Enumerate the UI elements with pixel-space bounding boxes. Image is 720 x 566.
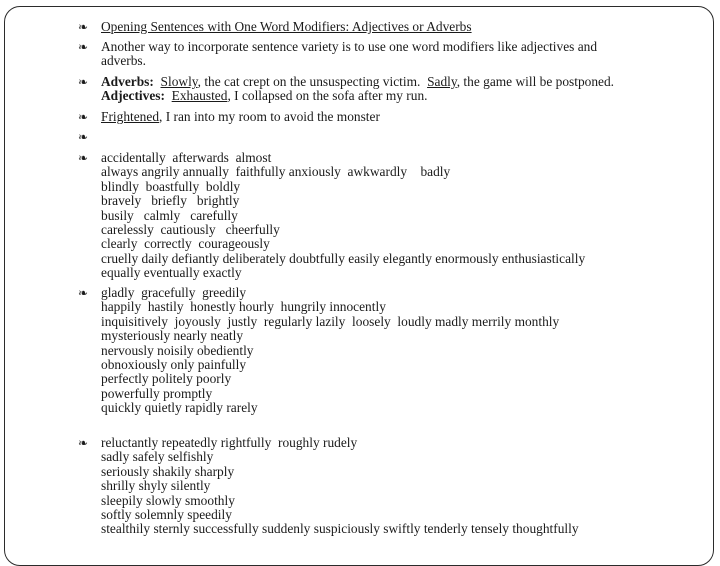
bullet-marker-icon: ❧ xyxy=(78,286,89,300)
bullet-marker-icon: ❧ xyxy=(78,151,89,165)
adverb-list-3 xyxy=(101,436,579,537)
adverbs-line xyxy=(101,75,614,89)
adverb-line: shrilly shyly silently xyxy=(101,478,211,494)
adverb-line: carelessly cautiously cheerfully xyxy=(101,222,280,238)
intro-text xyxy=(101,40,597,69)
intro-line-1: Another way to incorporate sentence variety is to use one word modifiers like adjectives and xyxy=(101,39,598,54)
frightened-text xyxy=(101,110,380,124)
adverb-line: stealthily sternly successfully suddenly suspiciously swiftly tenderly tensely thoughtfully xyxy=(101,521,579,537)
adverb-line: perfectly politely poorly xyxy=(101,371,232,387)
bullet-marker-icon: ❧ xyxy=(78,75,89,89)
adverb-line: inquisitively joyously justly regularly lazily loosely loudly madly merrily monthly xyxy=(101,313,560,329)
example-rest-1: , the cat crept on the unsuspecting victim. xyxy=(197,74,428,89)
title-text: Opening Sentences with One Word Modifiers: Adjectives or Adverbs xyxy=(101,19,472,34)
example-word-frightened: Frightened xyxy=(101,109,160,124)
example-rest-2: , the game will be postponed. xyxy=(456,74,615,89)
adverb-line: quickly quietly rapidly rarely xyxy=(101,400,258,416)
adverb-line: sadly safely selfishly xyxy=(101,449,214,465)
example-word-exhausted: Exhausted xyxy=(171,88,228,104)
bullet-marker-icon: ❧ xyxy=(78,20,89,34)
adverb-list-2 xyxy=(101,286,559,416)
adverb-line: reluctantly repeatedly rightfully roughly rudely xyxy=(101,435,358,450)
examples-text xyxy=(101,75,614,104)
intro-line-2: adverbs. xyxy=(101,53,146,69)
bullet-marker-icon: ❧ xyxy=(78,436,89,450)
adverb-line: bravely briefly brightly xyxy=(101,193,240,209)
bullet-marker-icon: ❧ xyxy=(78,40,89,54)
adverb-line: gladly gracefully greedily xyxy=(101,285,247,300)
adjectives-line xyxy=(101,89,614,103)
adverb-list-1 xyxy=(101,151,585,281)
adverb-line: mysteriously nearly neatly xyxy=(101,328,244,344)
adverb-line: sleepily slowly smoothly xyxy=(101,492,235,508)
adverb-line: cruelly daily defiantly deliberately doubtfully easily elegantly enormously enthusiastically xyxy=(101,250,586,266)
adverb-line: seriously shakily sharply xyxy=(101,463,235,479)
adverb-line: powerfully promptly xyxy=(101,385,213,401)
adverb-line: busily calmly carefully xyxy=(101,207,238,223)
adverb-line: softly solemnly speedily xyxy=(101,507,232,523)
example-rest-3: , I collapsed on the sofa after my run. xyxy=(227,88,428,104)
adverb-line: accidentally afterwards almost xyxy=(101,150,272,165)
adjectives-label: Adjectives: xyxy=(101,88,165,104)
adverbs-label: Adverbs: xyxy=(101,74,154,89)
adverb-line: equally eventually exactly xyxy=(101,265,242,281)
adverb-line: clearly correctly courageously xyxy=(101,236,270,252)
adverb-line: always angrily annually faithfully anxiously awkwardly badly xyxy=(101,164,451,180)
adverb-line: obnoxiously only painfully xyxy=(101,357,247,373)
example-word-sadly: Sadly xyxy=(427,74,457,89)
adverb-line: nervously noisily obediently xyxy=(101,342,254,358)
adverb-line: blindly boastfully boldly xyxy=(101,178,241,194)
example-word-slowly: Slowly xyxy=(160,74,198,89)
adverb-line: happily hastily honestly hourly hungrily innocently xyxy=(101,299,386,315)
frightened-rest: , I ran into my room to avoid the monster xyxy=(159,109,380,124)
bullet-marker-icon: ❧ xyxy=(78,130,89,144)
bullet-marker-icon: ❧ xyxy=(78,110,89,124)
